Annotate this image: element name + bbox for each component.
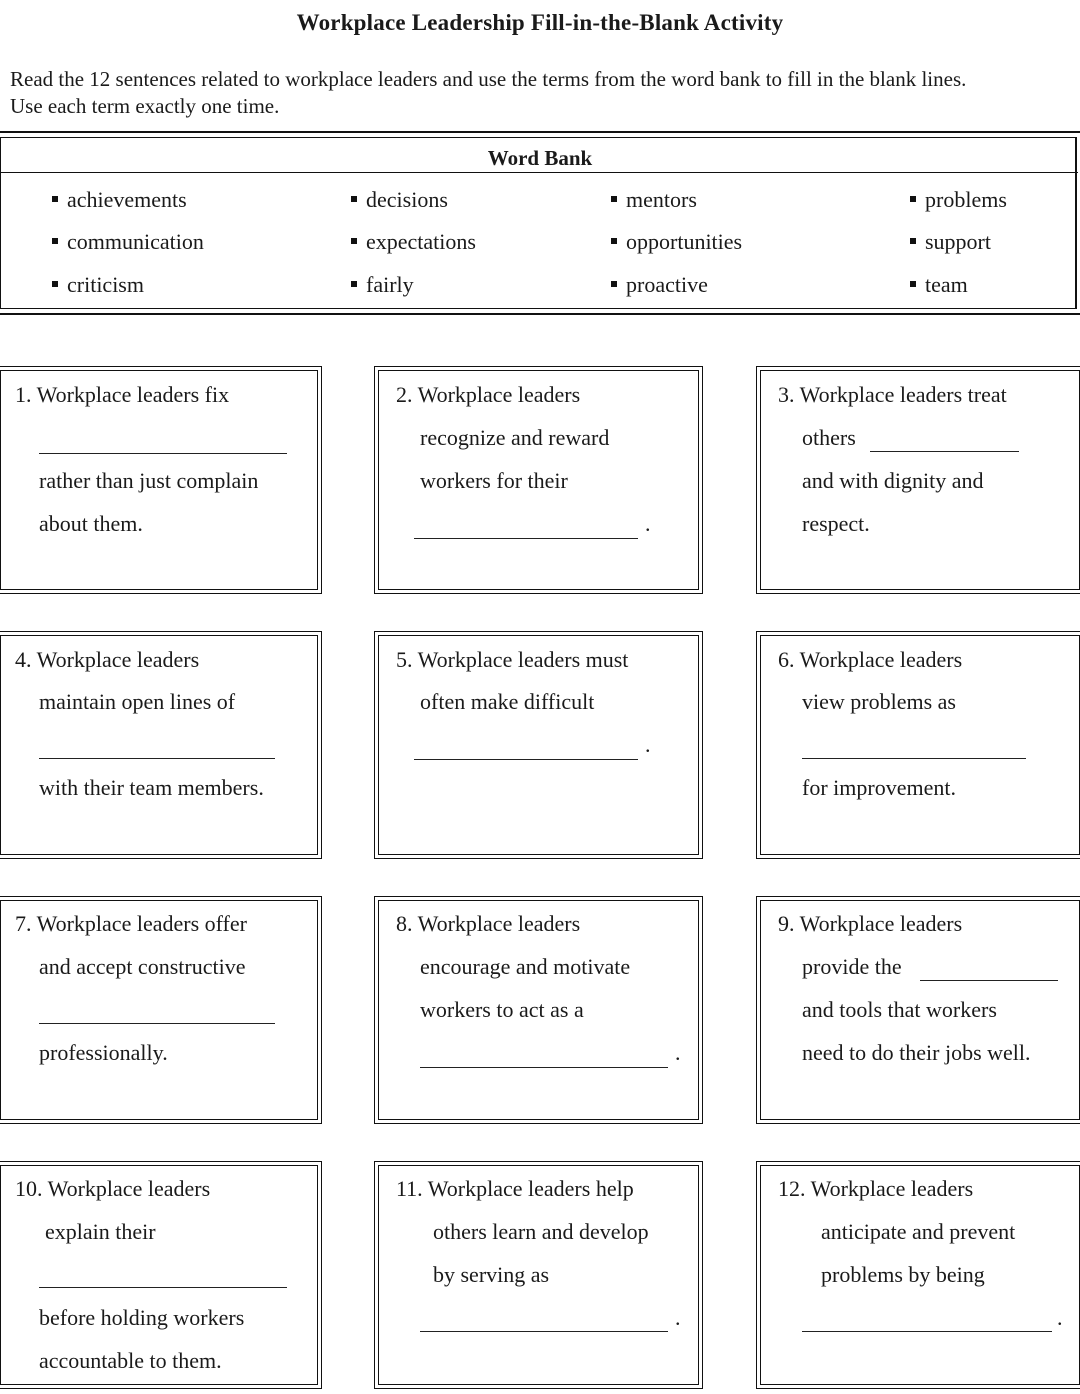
sentence-text: accountable to them. — [39, 1348, 222, 1373]
sentence-text: rather than just complain — [39, 468, 259, 493]
sentence-card-2 — [374, 366, 703, 594]
sentence-card-6 — [756, 631, 1080, 859]
sentence-card-11 — [374, 1161, 703, 1389]
word-bank-term: expectations — [351, 229, 476, 255]
sentence-text: 1. Workplace leaders fix — [15, 382, 230, 407]
word-bank-term: decisions — [351, 187, 448, 213]
word-bank-term: opportunities — [611, 229, 742, 255]
sentence-text: 2. Workplace leaders — [396, 382, 581, 407]
sentence-text: 3. Workplace leaders treat — [778, 382, 1007, 407]
sentence-period: . — [645, 732, 651, 757]
sentence-text: 8. Workplace leaders — [396, 911, 581, 936]
sentence-text: by serving as — [433, 1262, 550, 1287]
instructions-line-2: Use each term exactly one time. — [10, 94, 280, 118]
sentence-text: provide the — [802, 954, 902, 979]
sentence-text: maintain open lines of — [39, 689, 236, 714]
word-bank-term: fairly — [351, 272, 414, 298]
sentence-period: . — [1057, 1305, 1063, 1330]
word-bank-title: Word Bank — [487, 146, 593, 170]
sentence-text: others learn and develop — [433, 1219, 649, 1244]
word-bank-bottom-rule — [0, 313, 1080, 315]
sentence-text: workers for their — [420, 468, 568, 493]
word-bank-term: mentors — [611, 187, 697, 213]
sentence-text: and tools that workers — [802, 997, 997, 1022]
sentence-card-9 — [756, 896, 1080, 1124]
sentence-text: 12. Workplace leaders — [778, 1176, 974, 1201]
sentence-text: others — [802, 425, 856, 450]
answer-blank[interactable] — [39, 453, 287, 454]
sentence-text: and accept constructive — [39, 954, 246, 979]
answer-blank[interactable] — [414, 538, 638, 539]
word-bank-term: achievements — [52, 187, 187, 213]
sentence-card-7 — [0, 896, 322, 1124]
answer-blank[interactable] — [802, 758, 1026, 759]
instructions — [10, 66, 1070, 120]
sentence-text: 11. Workplace leaders help — [396, 1176, 634, 1201]
sentence-text: recognize and reward — [420, 425, 610, 450]
answer-blank[interactable] — [802, 1331, 1052, 1332]
sentence-text: view problems as — [802, 689, 956, 714]
sentence-period: . — [645, 511, 651, 536]
sentence-card-3 — [756, 366, 1080, 594]
word-bank-term: support — [910, 229, 991, 255]
sentence-card-12 — [756, 1161, 1080, 1389]
word-bank-top-rule — [0, 131, 1080, 133]
sentence-text: 6. Workplace leaders — [778, 647, 963, 672]
sentence-text: encourage and motivate — [420, 954, 631, 979]
answer-blank[interactable] — [39, 1287, 287, 1288]
word-bank-divider — [0, 172, 1078, 173]
sentence-text: and with dignity and — [802, 468, 984, 493]
answer-blank[interactable] — [39, 758, 275, 759]
answer-blank[interactable] — [420, 1067, 668, 1068]
sentence-text: with their team members. — [39, 775, 264, 800]
sentence-text: 7. Workplace leaders offer — [15, 911, 247, 936]
sentence-text: anticipate and prevent — [821, 1219, 1016, 1244]
page-title: Workplace Leadership Fill-in-the-Blank Activity — [296, 10, 784, 35]
word-bank-term: problems — [910, 187, 1007, 213]
sentence-card-1 — [0, 366, 322, 594]
sentence-period: . — [675, 1040, 681, 1065]
sentence-text: 10. Workplace leaders — [15, 1176, 211, 1201]
sentence-text: 9. Workplace leaders — [778, 911, 963, 936]
sentence-card-5 — [374, 631, 703, 859]
sentence-text: explain their — [45, 1219, 156, 1244]
answer-blank[interactable] — [420, 1331, 668, 1332]
answer-blank[interactable] — [39, 1023, 275, 1024]
sentence-text: professionally. — [39, 1040, 168, 1065]
word-bank-term: team — [910, 272, 968, 298]
sentence-period: . — [675, 1305, 681, 1330]
answer-blank[interactable] — [920, 980, 1058, 981]
sentence-text: before holding workers — [39, 1305, 245, 1330]
sentence-text: need to do their jobs well. — [802, 1040, 1031, 1065]
answer-blank[interactable] — [414, 759, 638, 760]
sentence-card-10 — [0, 1161, 322, 1389]
sentence-text: 5. Workplace leaders must — [396, 647, 629, 672]
sentence-text: problems by being — [821, 1262, 985, 1287]
instructions-line-1: Read the 12 sentences related to workplace leaders and use the terms from the word bank to fill in the blank lines. — [10, 67, 967, 91]
sentence-card-8 — [374, 896, 703, 1124]
sentence-text: 4. Workplace leaders — [15, 647, 200, 672]
word-bank-term: criticism — [52, 272, 144, 298]
sentence-text: often make difficult — [420, 689, 595, 714]
sentence-text: workers to act as a — [420, 997, 584, 1022]
answer-blank[interactable] — [870, 451, 1019, 452]
sentence-text: for improvement. — [802, 775, 956, 800]
sentence-card-4 — [0, 631, 322, 859]
sentence-text: about them. — [39, 511, 143, 536]
word-bank-term: proactive — [611, 272, 708, 298]
word-bank-term: communication — [52, 229, 204, 255]
sentence-text: respect. — [802, 511, 870, 536]
